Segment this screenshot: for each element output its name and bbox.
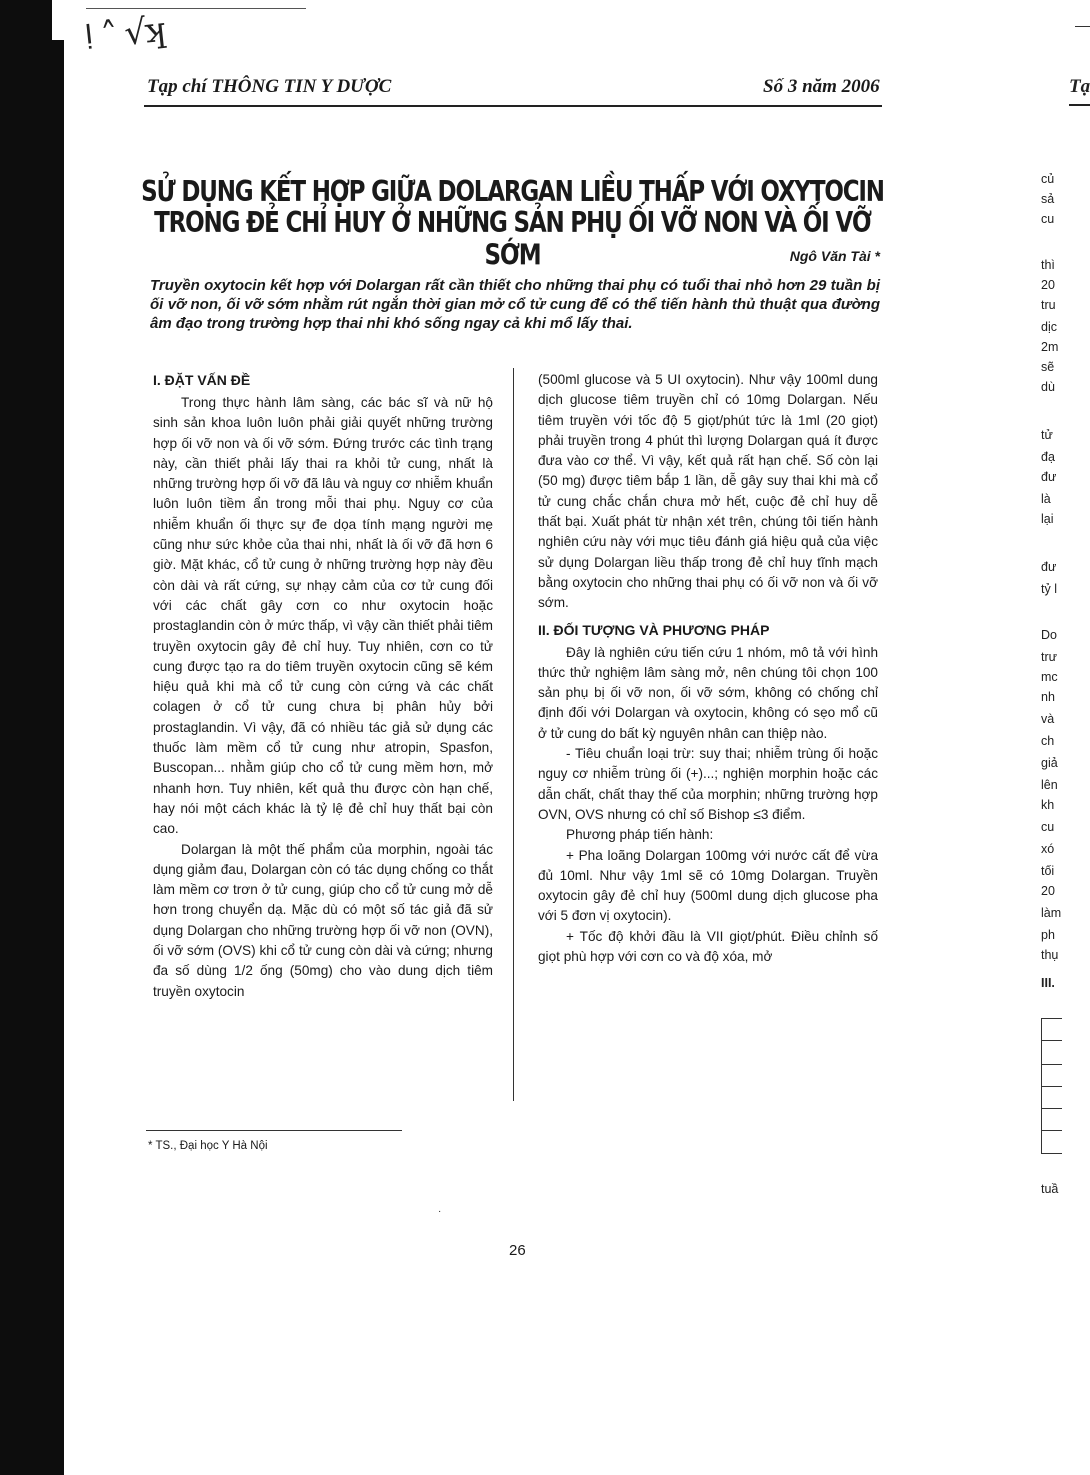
next-page-fragment: tru	[1041, 298, 1056, 312]
next-page-fragment: dịc	[1041, 320, 1057, 334]
section-1-paragraph-2: Dolargan là một thế phẩm của morphin, ngoài tác dụng giảm đau, Dolargan còn có tác dụng chống co thắt làm mềm cơ trơn ở tử cung, giúp cho cổ tử cung mở dễ hơn trong chuyển dạ. Mặc dù có một số tác giả đã sử dụng Dolargan cho những trường hợp ối vỡ non (OVN), ối vỡ sớm (OVS) khi cổ tử cung còn dài và cứng; nhưng đa số dùng 1/2 ống (50mg) cho vào dung dịch tiêm truyền oxytocin	[153, 841, 493, 999]
next-page-fragment: cu	[1041, 212, 1055, 226]
next-page-fragment: lên	[1041, 778, 1058, 792]
next-page-fragment: 2m	[1041, 340, 1059, 354]
issue-label: Số 3 năm 2006	[763, 76, 880, 97]
next-page-fragment: mc	[1041, 670, 1058, 684]
article-title-line-1: SỬ DỤNG KẾT HỢP GIỮA DOLARGAN LIỀU THẤP VỚI OXYTOCIN	[141, 176, 884, 209]
section-2-paragraph-5: + Tốc độ khởi đầu là VII giọt/phút. Điều chỉnh số giọt phù hợp với cơn co và độ xóa, mở	[538, 928, 878, 965]
next-page-fragment: đư	[1041, 470, 1057, 484]
section-2-paragraph-3: Phương pháp tiến hành:	[566, 827, 714, 843]
next-page-fragment: đạ	[1041, 450, 1055, 464]
abstract: Truyền oxytocin kết hợp với Dolargan rất cần thiết cho những thai phụ có tuổi thai nhỏ hơn 29 tuần bị ối vỡ non, ối vỡ sớm nhằm rút ngắn thời gian mở cổ tử cung để có thể tiến hành thủ thuật qua đường âm đạo trong trường hợp thai nhi khó sống ngay cả khi mổ lấy thai.	[150, 277, 880, 332]
next-page-fragment: và	[1041, 712, 1055, 726]
next-page-fragment: xó	[1041, 842, 1055, 856]
next-page-fragment: sẽ	[1041, 360, 1055, 374]
section-2-paragraph-1: Đây là nghiên cứu tiến cứu 1 nhóm, mô tả với hình thức thử nghiệm lâm sàng mở, nên chúng tôi chọn 100 sản phụ bị ối vỡ non, ối vỡ sớm, không có chống chỉ định đối với Dolargan và oxytocin, không có sẹo mổ cũ ở tử cung do bất kỳ nguyên nhân can thiệp nào.	[538, 644, 878, 741]
next-page-running-head: Tạ	[1069, 76, 1090, 97]
section-2-paragraph-2: - Tiêu chuẩn loại trừ: suy thai; nhiễm trùng ối hoặc nguy cơ nhiễm trùng ối (+)...; nghiện morphin hoặc các dẫn chất, chất thay thế của morphin; những trường hợp OVN, OVS nhưng có chỉ số Bishop ≤3 điểm.	[538, 746, 878, 822]
author-name: Ngô Văn Tài *	[789, 248, 880, 264]
next-page-fragment: 20	[1041, 278, 1055, 292]
scan-top-rule	[86, 8, 306, 9]
next-page-fragment: 20	[1041, 884, 1055, 898]
next-page-fragment: Do	[1041, 628, 1057, 642]
next-page-fragment: ch	[1041, 734, 1055, 748]
section-1-heading: I. ĐẶT VẤN ĐỀ	[153, 372, 251, 388]
next-page-fragment: làm	[1041, 906, 1062, 920]
column-divider	[513, 368, 514, 1101]
handwritten-mark: ǃ ˄ √ʞ	[82, 9, 165, 59]
next-page-fragment: thụ	[1041, 948, 1059, 962]
next-page-table-edge	[1041, 1018, 1062, 1154]
scan-spine-notch	[52, 0, 72, 40]
article-title-line-2: TRONG ĐẺ CHỈ HUY Ở NHỮNG SẢN PHỤ ỐI VỠ NON VÀ ỐI VỠ SỚM	[154, 207, 871, 272]
next-page-fragment: kh	[1041, 798, 1055, 812]
section-1-paragraph-1: Trong thực hành lâm sàng, các bác sĩ và nữ hộ sinh sản khoa luôn luôn phải giải quyết những trường hợp ối vỡ non và ối vỡ sớm. Đứng trước các tình trạng này, cần thiết phải lấy thai ra khỏi tử cung, nhất là những trường hợp ối vỡ đã lâu và nguy cơ nhiễm khuẩn luôn luôn tiềm ẩn trong mỗi thai phụ. Nguy cơ của nhiễm khuẩn ối thực sự đe dọa tính mạng người mẹ cũng như sức khỏe của thai nhi, nhất là ối vỡ đã hơn 6 giờ. Mặt khác, cổ tử cung ở những trường hợp này đều còn dài và rất cứng, sự nhạy cảm của cơ tử cung đối với các chất gây cơn co như oxytocin hoặc prostaglandin còn ở mức thấp, vì vậy cần thiết phải tiêm truyền oxytocin gây đẻ chỉ huy. Tuy nhiên, cơn co tử cung được tạo ra do tiêm truyền oxytocin cũng sẽ kém hiệu quả khi mà cổ tử cung còn cứng và các chất colagen ở cổ tử cung chưa bị phân hủy bởi prostaglandin. Vì vậy, đã có nhiều tác giả sử dụng các thuốc làm mềm cổ tử cung như atropin, Spasfon, Buscopan... nhằm giúp cho cổ tử cung mềm hơn, mở nhanh hơn. Tuy nhiên, kết quả thu được còn hạn chế, hay nói một cách khác là tỷ lệ đẻ chỉ huy thất bại còn cao.	[153, 395, 493, 837]
left-column	[153, 370, 493, 1002]
next-page-fragment: ph	[1041, 928, 1055, 942]
next-page-fragment: III.	[1041, 976, 1055, 990]
next-page-rule-mark	[1075, 26, 1090, 27]
section-2-paragraph-4: + Pha loãng Dolargan 100mg với nước cất để vừa đủ 10ml. Như vậy 1ml sẽ có 10mg Dolargan. Truyền oxytocin gây đẻ chỉ huy (500ml dung dịch glucose pha với 5 đơn vị oxytocin).	[538, 847, 878, 924]
next-page-fragment: sả	[1041, 192, 1055, 206]
next-page-fragment: thì	[1041, 258, 1055, 272]
footnote-rule	[146, 1130, 402, 1131]
next-page-fragment: củ	[1041, 172, 1055, 186]
section-1-continuation: (500ml glucose và 5 UI oxytocin). Như vậy 100ml dung dịch glucose tiêm truyền chỉ có 10mg Dolargan. Nếu tiêm truyền với tốc độ 5 giọt/phút tức là 1ml (20 giọt) phải truyền trong 4 phút thì lượng Dolargan quá ít được đưa vào cơ thể. Vì vậy, kết quả rất hạn chế. Số còn lại (50 mg) được tiêm bắp 1 lần, dễ gây suy thai khi mà cổ tử cung chắc chắn chưa mở hết, cuộc đẻ chỉ huy dễ thất bại. Xuất phát từ nhận xét trên, chúng tôi tiến hành nghiên cứu này với mục tiêu đánh giá hiệu quả của việc sử dụng Dolargan liều thấp trong đẻ chỉ huy tĩnh mạch bằng oxytocin cho những thai phụ có ối vỡ non và ối vỡ sớm.	[538, 372, 878, 611]
right-column	[538, 370, 878, 967]
next-page-fragment: tử	[1041, 428, 1053, 442]
next-page-fragment: tối	[1041, 864, 1055, 878]
next-page-fragment: đư	[1041, 560, 1057, 574]
scan-spine-shadow	[0, 0, 64, 1475]
next-page-fragment: là	[1041, 492, 1051, 506]
scan-speck: ·	[438, 1206, 442, 1217]
section-2-heading: II. ĐỐI TƯỢNG VÀ PHƯƠNG PHÁP	[538, 621, 770, 638]
author-footnote: * TS., Đại học Y Hà Nội	[148, 1140, 268, 1152]
next-page-bleed	[1033, 0, 1090, 1475]
next-page-fragment: tuầ	[1041, 1182, 1059, 1196]
next-page-fragment: nh	[1041, 690, 1055, 704]
next-page-fragment: cu	[1041, 820, 1055, 834]
page-number: 26	[509, 1242, 526, 1259]
next-page-fragment: tỷ l	[1041, 582, 1057, 596]
next-page-fragment: trư	[1041, 650, 1058, 664]
next-page-fragment: giả	[1041, 756, 1058, 770]
header-rule	[144, 105, 882, 107]
journal-name: Tạp chí THÔNG TIN Y DƯỢC	[147, 76, 392, 97]
next-page-fragment: dù	[1041, 380, 1055, 394]
next-page-fragment: lại	[1041, 512, 1054, 526]
next-page-header-rule	[1069, 104, 1090, 106]
